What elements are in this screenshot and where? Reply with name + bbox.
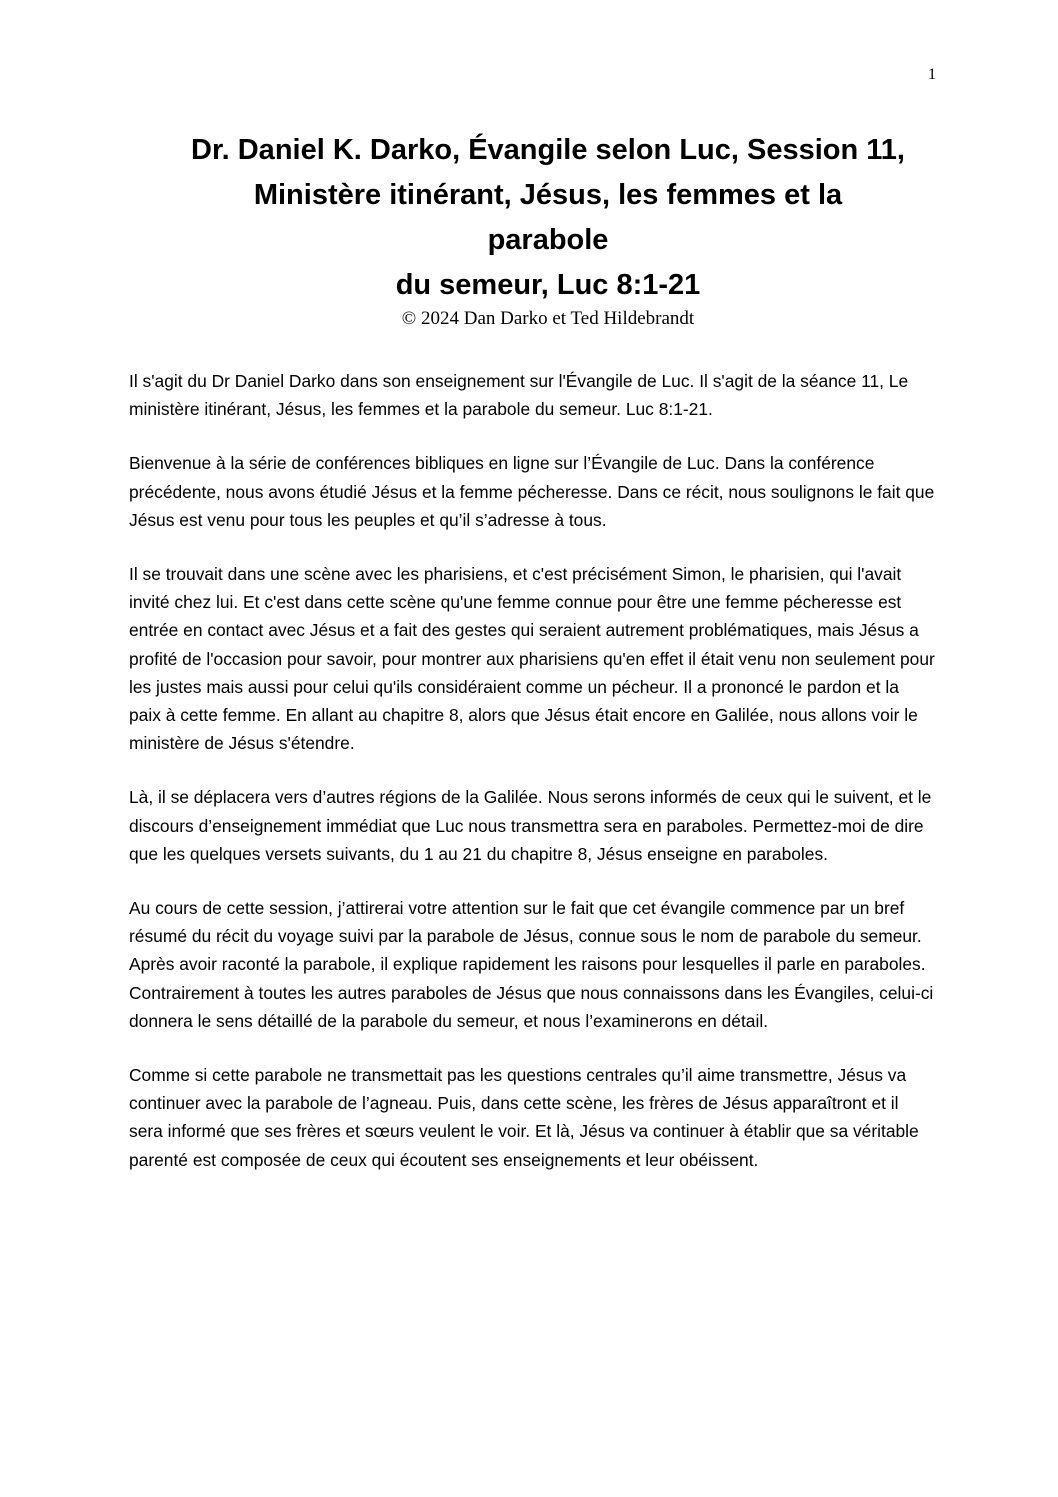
title-line-4: du semeur, Luc 8:1-21 (395, 269, 701, 301)
page-number: 1 (928, 66, 936, 83)
paragraph-4: Là, il se déplacera vers d’autres régions de la Galilée. Nous serons informés de ceux qui le suivent, et le discours d’enseignement immédiat que Luc nous transmettra sera en paraboles. Permettez-moi de dire que les quelques versets suivants, du 1 au 21 du chapitre 8, Jésus enseigne en paraboles. (129, 787, 932, 864)
body-text (129, 367, 935, 1200)
paragraph-6: Comme si cette parabole ne transmettait pas les questions centrales qu’il aime transmettre, Jésus va continuer avec la parabole de l’agneau. Puis, dans cette scène, les frères de Jésus apparaîtront et il sera informé que ses frères et sœurs veulent le voir. Et là, Jésus va continuer à établir que sa véritable parenté est composée de ceux qui écoutent ses enseignements et leur obéissent. (129, 1065, 919, 1170)
paragraph-1: Il s'agit du Dr Daniel Darko dans son enseignement sur l'Évangile de Luc. Il s'agit de la séance 11, Le ministère itinérant, Jésus, les femmes et la parabole du semeur. Luc 8:1-21. (129, 371, 909, 420)
paragraph-5: Au cours de cette session, j’attirerai votre attention sur le fait que cet évangile commence par un bref résumé du récit du voyage suivi par la parabole de Jésus, connue sous le nom de parabole du semeur. Après avoir raconté la parabole, il explique rapidement les raisons pour lesquelles il parle en paraboles. Contrairement à toutes les autres paraboles de Jésus que nous connaissons dans les Évangiles, celui-ci donnera le sens détaillé de la parabole du semeur, et nous l’examinerons en détail. (129, 898, 934, 1031)
title-line-2: Ministère itinérant, Jésus, les femmes et la (253, 179, 843, 211)
paragraph-3: Il se trouvait dans une scène avec les pharisiens, et c'est précisément Simon, le pharisien, qui l'avait invité chez lui. Et c'est dans cette scène qu'une femme connue pour être une femme pécheresse est entrée en contact avec Jésus et a fait des gestes qui seraient autrement problématiques, mais Jésus a profité de l'occasion pour savoir, pour montrer aux pharisiens qu'en effet il était venu non seulement pour les justes mais aussi pour celui qu'ils considéraient comme un pécheur. Il a prononcé le pardon et la paix à cette femme. En allant au chapitre 8, alors que Jésus était encore en Galilée, nous allons voir le ministère de Jésus s'étendre. (129, 564, 935, 754)
paragraph-2: Bienvenue à la série de conférences bibliques en ligne sur l’Évangile de Luc. Dans la conférence précédente, nous avons étudié Jésus et la femme pécheresse. Dans ce récit, nous soulignons le fait que Jésus est venu pour tous les peuples et qu’il s’adresse à tous. (129, 453, 935, 530)
title-line-3: parabole (487, 224, 609, 256)
copyright-line: © 2024 Dan Darko et Ted Hildebrandt (401, 308, 695, 329)
document-title (100, 128, 996, 331)
title-line-1: Dr. Daniel K. Darko, Évangile selon Luc, Session 11, (191, 134, 905, 166)
